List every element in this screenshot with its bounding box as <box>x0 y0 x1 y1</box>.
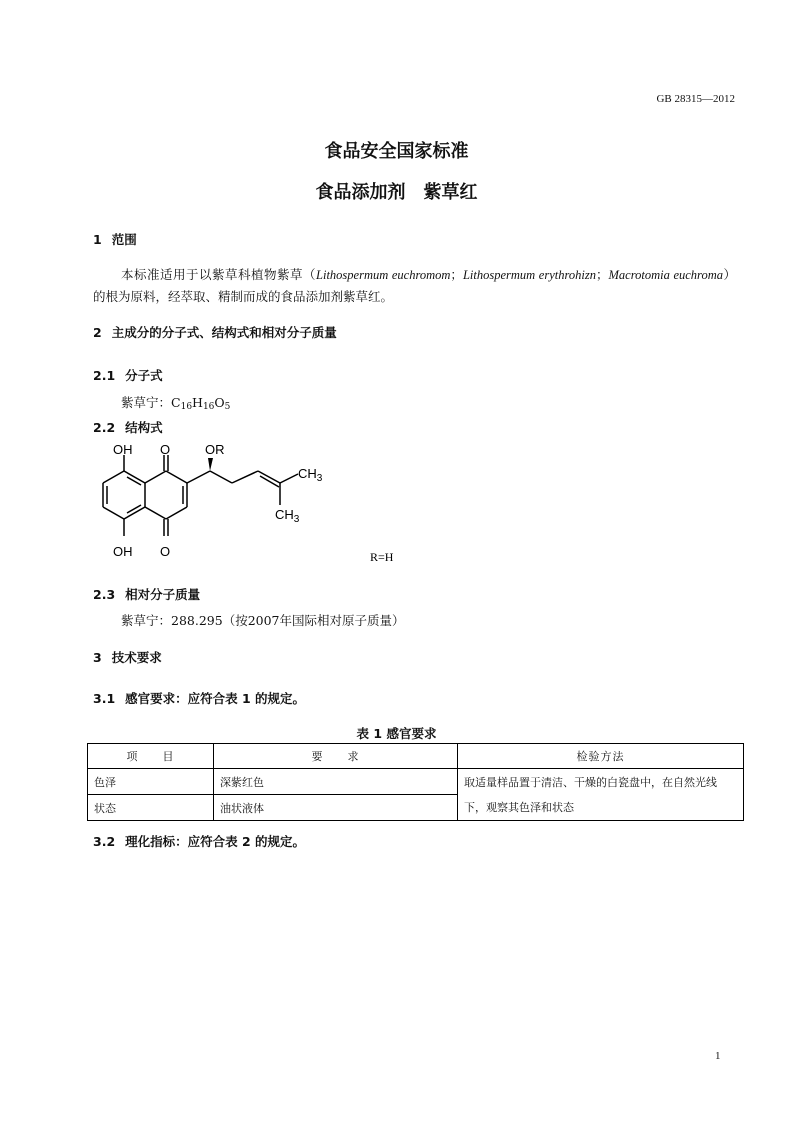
ch3-label-top: $CH_3$ <box>298 466 323 484</box>
section-number: 2.3 <box>93 587 116 602</box>
formula-subscript: 16 <box>202 402 215 412</box>
section-2-3-heading <box>93 585 200 603</box>
ch3-label-bottom: $CH_3$ <box>275 507 300 525</box>
table-header: 检验方法 <box>458 744 744 769</box>
section-title: 感官要求：应符合表 1 的规定。 <box>125 691 306 706</box>
oh-label-top: OH <box>113 442 133 457</box>
requirement-cell: 深紫红色 <box>214 769 458 795</box>
method-cell: 取适量样品置于清洁、干燥的白瓷盘中，在自然光线下，观察其色泽和状态 <box>458 769 744 821</box>
section-number: 1 <box>93 232 102 247</box>
standard-code: GB 28315—2012 <box>656 93 735 105</box>
table-header: 要 求 <box>214 744 458 769</box>
document-title: 食品安全国家标准 <box>324 141 469 162</box>
carbonyl-o-label-bottom: O <box>160 544 171 559</box>
or-label: OR <box>205 442 225 457</box>
section-3-heading <box>93 648 162 666</box>
document-subtitle: 食品添加剂 紫草红 <box>315 182 478 203</box>
section-title: 主成分的分子式、结构式和相对分子质量 <box>111 325 337 340</box>
section-title: 范围 <box>111 232 137 247</box>
latin-name: Macrotomia euchroma <box>608 268 723 282</box>
item-cell: 状态 <box>88 795 214 821</box>
section-number: 3.1 <box>93 691 116 706</box>
separator: ； <box>450 267 463 282</box>
table-caption: 表 1 感官要求 <box>356 726 437 741</box>
page-number: 1 <box>715 1050 721 1062</box>
section-number: 2 <box>93 325 102 340</box>
scope-text: 本标准适用于以紫草科植物紫草（ <box>121 267 317 282</box>
formula-subscript: 5 <box>224 402 231 412</box>
sensory-requirements-table <box>87 743 744 821</box>
table-header-row <box>88 744 744 769</box>
oh-label-bottom: OH <box>113 544 133 559</box>
section-title: 分子式 <box>125 368 163 383</box>
section-3-2-heading <box>93 832 305 850</box>
section-title: 相对分子质量 <box>125 587 201 602</box>
section-title: 结构式 <box>125 420 163 435</box>
section-number: 2.2 <box>93 420 116 435</box>
scope-text: ）的根为原料，经萃取、精制而成的食品添加剂紫草红。 <box>93 267 736 304</box>
formula-subscript: 16 <box>180 402 193 412</box>
requirement-cell: 油状液体 <box>214 795 458 821</box>
formula-element: C <box>171 395 181 410</box>
separator: ； <box>595 267 609 282</box>
section-3-1-heading <box>93 689 305 707</box>
section-number: 3 <box>93 650 102 665</box>
item-cell: 色泽 <box>88 769 214 795</box>
molecular-mass: 紫草宁：288.295（按2007年国际相对原子质量） <box>121 613 405 628</box>
structure-bonds <box>103 455 298 536</box>
table-row <box>88 769 744 795</box>
carbonyl-o-label-top: O <box>160 442 171 457</box>
stereo-wedge <box>208 458 213 471</box>
formula-element: H <box>192 395 203 410</box>
section-title: 技术要求 <box>111 650 162 665</box>
latin-name: Lithospermum erythrohizn <box>462 268 596 282</box>
formula-label: 紫草宁： <box>121 395 172 410</box>
table-header: 项 目 <box>88 744 214 769</box>
section-number: 3.2 <box>93 834 116 849</box>
formula-element: O <box>214 395 225 410</box>
r-group-note: R=H <box>370 550 394 564</box>
latin-name: Lithospermum euchromom <box>316 268 451 282</box>
section-title: 理化指标：应符合表 2 的规定。 <box>125 834 306 849</box>
section-number: 2.1 <box>93 368 116 383</box>
